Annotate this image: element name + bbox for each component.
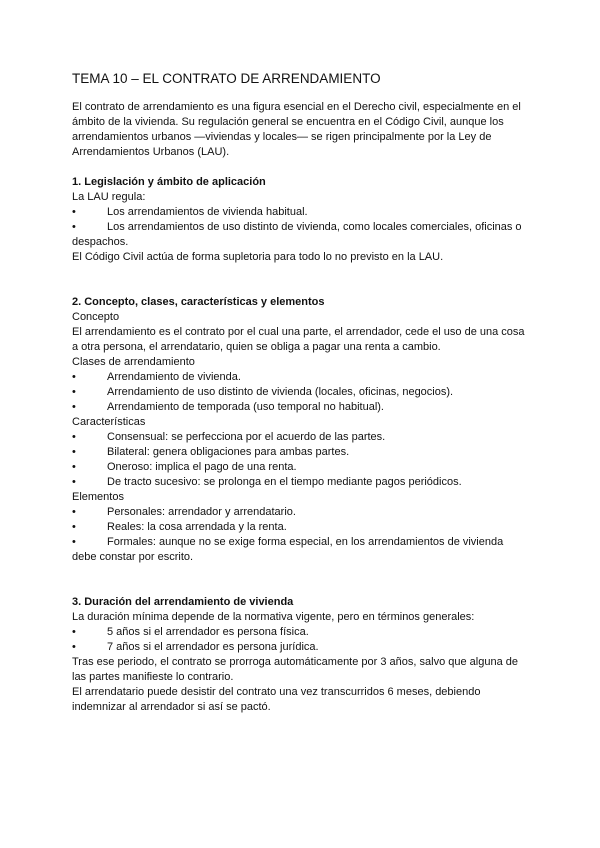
list-item-text: Formales: aunque no se exige forma especial, en los arrendamientos de vivienda debe constar por escrito. [72,536,504,563]
bullet-icon: • [72,461,76,473]
list-item [72,430,530,445]
section-heading: 1. Legislación y ámbito de aplicación [72,176,266,188]
bullet-icon: • [72,626,76,638]
list-item-text: 7 años si el arrendador es persona jurídica. [107,641,319,653]
bullet-icon: • [72,401,76,413]
section-concepto [72,295,530,565]
bullet-icon: • [72,206,76,218]
list-item [72,475,530,490]
list-item-text: Bilateral: genera obligaciones para ambas partes. [107,446,350,458]
bullet-icon: • [72,446,76,458]
subsection-label: Concepto [72,311,120,323]
bullet-icon: • [72,371,76,383]
list-item-text: Arrendamiento de uso distinto de vivienda (locales, oficinas, negocios). [107,386,454,398]
bullet-icon: • [72,431,76,443]
list-item [72,385,530,400]
list-item [72,460,530,475]
document-page [72,70,530,715]
list-item [72,520,530,535]
list-item-text: Los arrendamientos de uso distinto de vivienda, como locales comerciales, oficinas o despachos. [72,221,522,248]
section-heading: 3. Duración del arrendamiento de vivienda [72,596,294,608]
section-duracion [72,595,530,715]
list-item-text: Personales: arrendador y arrendatario. [107,506,296,518]
list-item [72,370,530,385]
list-item-text: Oneroso: implica el pago de una renta. [107,461,297,473]
section-lead: La LAU regula: [72,191,146,203]
list-item-text: Arrendamiento de vivienda. [107,371,241,383]
desistimiento-paragraph: El arrendatario puede desistir del contrato una vez transcurridos 6 meses, debiendo indemnizar al arrendador si así se pactó. [72,686,481,713]
subsection-label: Elementos [72,491,124,503]
prorroga-paragraph: Tras ese periodo, el contrato se prorroga automáticamente por 3 años, salvo que alguna de las partes manifieste lo contrario. [72,656,518,683]
bullet-icon: • [72,521,76,533]
list-item-text: Reales: la cosa arrendada y la renta. [107,521,287,533]
concepto-text: El arrendamiento es el contrato por el cual una parte, el arrendador, cede el uso de una cosa a otra persona, el arrendatario, quien se obliga a pagar una renta a cambio. [72,326,525,353]
list-item-text: Consensual: se perfecciona por el acuerdo de las partes. [107,431,386,443]
list-item-text: 5 años si el arrendador es persona física. [107,626,309,638]
section-spacer [72,265,530,295]
bullet-icon: • [72,506,76,518]
list-item [72,535,530,565]
list-item [72,400,530,415]
document-title: TEMA 10 – EL CONTRATO DE ARRENDAMIENTO [72,71,381,86]
bullet-icon: • [72,641,76,653]
section-legislacion [72,175,530,265]
bullet-icon: • [72,476,76,488]
list-item-text: Los arrendamientos de vivienda habitual. [107,206,308,218]
section-spacer [72,565,530,595]
subsection-label: Características [72,416,146,428]
bullet-icon: • [72,221,76,233]
list-item [72,625,530,640]
section-lead: La duración mínima depende de la normativa vigente, pero en términos generales: [72,611,475,623]
list-item [72,445,530,460]
intro-paragraph: El contrato de arrendamiento es una figura esencial en el Derecho civil, especialmente en el ámbito de la vivienda. Su regulación general se encuentra en el Código Civil, aunque los arrendamientos urbanos —viviendas y locales— se rigen principalmente por la Ley de Arrendamientos Urbanos (LAU). [72,101,521,158]
bullet-icon: • [72,386,76,398]
list-item-text: De tracto sucesivo: se prolonga en el tiempo mediante pagos periódicos. [107,476,462,488]
list-item-text: Arrendamiento de temporada (uso temporal no habitual). [107,401,384,413]
list-item [72,640,530,655]
list-item [72,505,530,520]
bullet-icon: • [72,536,76,548]
subsection-label: Clases de arrendamiento [72,356,195,368]
section-heading: 2. Concepto, clases, características y elementos [72,296,325,308]
list-item [72,205,530,220]
section-closing: El Código Civil actúa de forma supletoria para todo lo no previsto en la LAU. [72,251,444,263]
list-item [72,220,530,250]
